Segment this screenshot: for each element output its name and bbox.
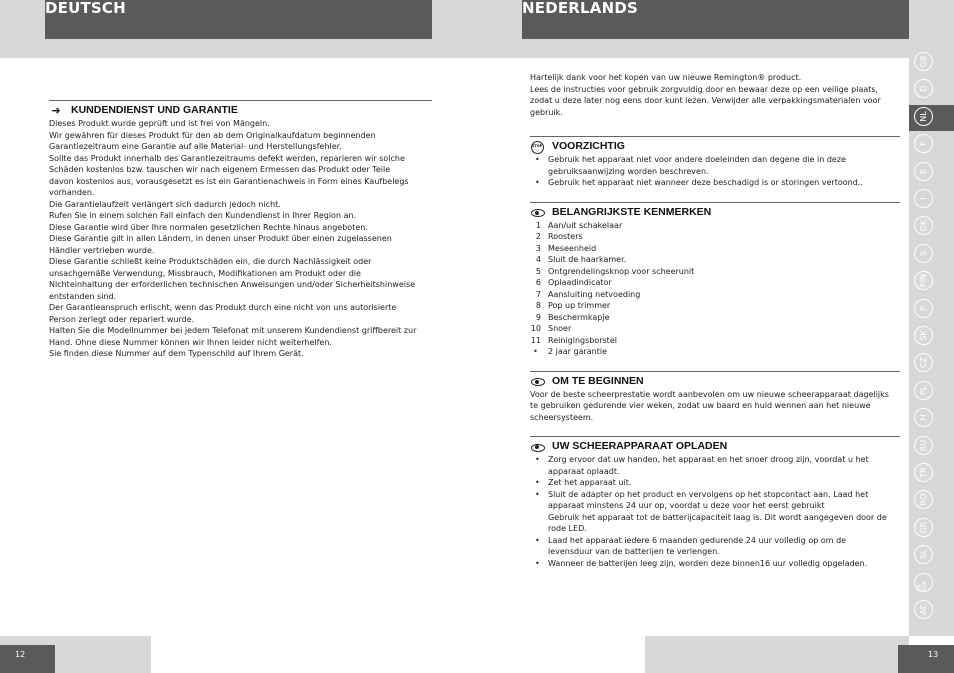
eye-icon xyxy=(531,443,544,452)
footer-left-tab xyxy=(0,645,55,673)
text-line: Diese Garantie schließt keine Produktschäden ein, die durch Nachlässigkeit oder xyxy=(49,257,372,266)
section-title-getting-started: OM TE BEGINNEN xyxy=(552,374,644,387)
language-tab-sl[interactable]: SL xyxy=(914,545,933,564)
text-line: unsachgemäße Verwendung, Missbrauch, Modifikationen am Produkt oder die xyxy=(49,268,361,278)
getting-started-section xyxy=(530,371,900,424)
feature-item xyxy=(530,300,900,312)
language-tab-sk[interactable]: SK xyxy=(914,326,933,345)
text-line: Schäden kostenlos bzw. tauschen wir nach eigenem Ermessen das Produkt oder Teile xyxy=(49,165,391,174)
language-tab-f[interactable]: F xyxy=(914,134,933,153)
feature-number: 4 xyxy=(535,255,541,264)
language-tab-d[interactable]: D xyxy=(914,79,933,98)
section-title-caution: VOORZICHTIG xyxy=(552,140,625,153)
list-item: • Zorg ervoor dat uw handen, het apparaat en het snoer droog zijn, voordat u het apparaat oplaadt. xyxy=(530,454,900,477)
text-line: Die Garantielaufzeit verlängert sich dadurch jedoch nicht. xyxy=(49,199,281,209)
section-title-warranty: KUNDENDIENST UND GARANTIE xyxy=(71,104,238,117)
language-tab-ae[interactable]: AE xyxy=(914,600,933,619)
feature-label: Meseenheid xyxy=(548,243,597,253)
feature-label: Aan/uit schakelaar xyxy=(548,220,623,230)
text-line: gebruik. xyxy=(530,107,563,117)
language-tab-gb[interactable]: GB xyxy=(914,52,933,71)
text-line: Der Garantieanspruch erlischt, wenn das Produkt durch eine nicht von uns autorisierte xyxy=(49,303,397,312)
text-line: Diese Garantie wird über Ihre normalen gesetzlichen Rechte hinaus angeboten. xyxy=(49,222,368,232)
language-tab-dk[interactable]: DK xyxy=(914,216,933,235)
feature-label: Sluit de haarkamer. xyxy=(548,255,627,264)
list-item: • Sluit de adapter op het product en vervolgens op het stopcontact aan. Laad het apparaat minstens 24 uur op, voordat u deze voor het eerst gebruikt Gebruik het apparaat tot de batterijcapaciteit laag is. Dit wordt aangegeven door de rode LED. xyxy=(530,489,900,535)
list-item: • Gebruik het apparaat niet voor andere doeleinden dan degene die in deze gebruiksaanwijzing worden beschreven. xyxy=(530,154,900,177)
feature-label: Oplaadindicator xyxy=(548,278,612,287)
text-line: Wir gewähren für dieses Produkt für den ab dem Originalkaufdatum beginnenden xyxy=(49,130,376,140)
feature-number: 8 xyxy=(535,301,541,310)
features-section xyxy=(530,202,900,358)
text-line: Nichteinhaltung der erforderlichen technischen Anweisungen und/oder Sicherheitshinweise xyxy=(49,280,416,289)
stop-icon: STOP xyxy=(531,141,544,154)
list-item: • Laad het apparaat iedere 6 maanden gedurende 24 uur volledig op om de levensduur van de batterijen te verlengen. xyxy=(530,535,900,558)
section-head-warranty xyxy=(49,100,432,117)
feature-item xyxy=(530,220,900,232)
language-tab-tr[interactable]: TR xyxy=(914,463,933,482)
charging-section xyxy=(530,436,900,569)
caution-section xyxy=(530,136,900,189)
right-column xyxy=(530,72,900,582)
text-line: Händler vertrieben wurde. xyxy=(49,245,155,255)
list-item: • Wanneer de batterijen leeg zijn, worden deze binnen16 uur volledig opgeladen. xyxy=(530,558,900,570)
text-line: Rufen Sie in einem solchen Fall einfach den Kundendienst in Ihrer Region an. xyxy=(49,211,357,220)
section-title-charging: UW SCHEERAPPARAAT OPLADEN xyxy=(552,440,728,453)
text-line: davon kostenlos aus, vorausgesetzt es ist ein Garantienachweis in Form eines Kaufbelegs xyxy=(49,176,409,186)
feature-label: Pop up trimmer xyxy=(548,301,611,310)
text-line: Diese Garantie gilt in allen Ländern, in denen unser Produkt über einen zugelassenen xyxy=(49,234,392,243)
feature-item xyxy=(530,289,900,301)
footer-right-band xyxy=(645,636,909,673)
text-line: Voor de beste scheerprestatie wordt aanbevolen om uw nieuwe scheerapparaat dagelijks xyxy=(530,389,889,399)
eye-icon xyxy=(531,377,544,386)
feature-label: 2 jaar garantie xyxy=(548,347,608,356)
warranty-text xyxy=(49,118,432,360)
language-tab-s[interactable]: S xyxy=(914,244,933,263)
section-head-charging xyxy=(530,436,900,453)
feature-number: 6 xyxy=(535,278,541,287)
text-line: Lees de instructies voor gebruik zorgvuldig door en bewaar deze op een veilige plaats, xyxy=(530,84,879,94)
feature-item xyxy=(530,323,900,335)
feature-number: 5 xyxy=(535,266,541,276)
language-tab-gr[interactable]: GR xyxy=(914,518,933,537)
feature-number: 7 xyxy=(535,289,541,299)
text-line: Garantiezeitraum eine Garantie auf alle Material- und Herstellungsfehler. xyxy=(49,142,342,151)
text-line: scheersysteem. xyxy=(530,412,594,422)
text-line: te gebruiken gedurende vier weken, zodat uw baard en huid wennen aan het nieuwe xyxy=(530,401,871,410)
left-column xyxy=(49,100,432,360)
section-head-getting-started xyxy=(530,371,900,388)
feature-label: Reinigingsborstel xyxy=(548,335,617,345)
feature-item xyxy=(530,231,900,243)
section-head-features xyxy=(530,202,900,219)
language-tab-e[interactable]: E xyxy=(914,162,933,181)
section-head-caution xyxy=(530,136,900,153)
text-line: Sie finden diese Nummer auf dem Typenschild auf Ihrem Gerät. xyxy=(49,349,304,358)
getting-started-text xyxy=(530,389,900,424)
list-item: • Gebruik het apparaat niet wanneer deze beschadigd is or storingen vertoond.. xyxy=(530,177,900,189)
text-line: Hand. Ohne diese Nummer können wir Ihnen leider nicht weiterhelfen. xyxy=(49,337,332,347)
charging-list xyxy=(530,454,900,569)
right-page-header xyxy=(522,0,909,39)
right-page-title: NEDERLANDS xyxy=(522,0,639,17)
feature-item xyxy=(530,254,900,266)
language-tab-fin[interactable]: FIN xyxy=(914,271,933,290)
language-tab-p[interactable]: P xyxy=(914,299,933,318)
language-tab-i[interactable]: I xyxy=(914,189,933,208)
feature-item xyxy=(530,266,900,278)
feature-number: 2 xyxy=(535,232,541,241)
feature-label: Roosters xyxy=(548,232,583,241)
feature-number: 1 xyxy=(535,220,541,230)
features-list xyxy=(530,220,900,358)
feature-item xyxy=(530,243,900,255)
feature-item xyxy=(530,346,900,358)
intro-text xyxy=(530,72,900,118)
language-tab-hr-srb[interactable]: HR SRB xyxy=(914,573,933,592)
text-line: entstanden sind. xyxy=(49,291,117,301)
feature-item xyxy=(530,335,900,347)
language-tab-h[interactable]: H xyxy=(914,408,933,427)
language-tab-ru[interactable]: RU xyxy=(914,436,933,455)
section-title-features: BELANGRIJKSTE KENMERKEN xyxy=(552,205,712,218)
feature-number: 11 xyxy=(530,335,541,345)
text-line: Hartelijk dank voor het kopen van uw nieuwe Remington® product. xyxy=(530,73,802,82)
feature-label: Beschermkapje xyxy=(548,312,610,322)
page-number-left: 12 xyxy=(15,650,26,659)
feature-number: 3 xyxy=(535,243,541,253)
language-tab-nl[interactable]: NL xyxy=(914,107,933,126)
text-line: zodat u deze later nog eens door kunt lezen. Verwijder alle verpakkingsmaterialen voor xyxy=(530,96,881,105)
footer-right-tab xyxy=(898,645,954,673)
list-item: • Zet het apparaat uit. xyxy=(530,477,900,489)
text-line: vorhanden. xyxy=(49,188,95,197)
feature-item xyxy=(530,277,900,289)
left-page-title: DEUTSCH xyxy=(45,0,126,17)
feature-label: Ontgrendelingsknop voor scheerunit xyxy=(548,266,695,276)
text-line: Dieses Produkt wurde geprüft und ist frei von Mängeln. xyxy=(49,119,270,128)
feature-number: • xyxy=(533,347,538,356)
feature-number: 10 xyxy=(530,324,541,333)
text-line: Halten Sie die Modellnummer bei jedem Telefonat mit unserem Kundendienst griffbereit zur xyxy=(49,326,417,335)
feature-label: Snoer xyxy=(548,324,572,333)
text-line: Sollte das Produkt innerhalb des Garantiezeitraums defekt werden, reparieren wir solche xyxy=(49,153,405,163)
language-tab-cz[interactable]: CZ xyxy=(914,353,933,372)
feature-label: Aansluiting netvoeding xyxy=(548,289,641,299)
page-number-right: 13 xyxy=(928,650,939,659)
feature-item xyxy=(530,312,900,324)
language-sidebar xyxy=(909,0,954,636)
language-tab-ro[interactable]: RO xyxy=(914,490,933,509)
arrow-right-icon: ➜ xyxy=(51,104,61,118)
left-page-header xyxy=(45,0,432,39)
language-tab-pl[interactable]: PL xyxy=(914,381,933,400)
caution-list xyxy=(530,154,900,189)
text-line: Person zerlegt oder repariert wurde. xyxy=(49,314,195,324)
feature-number: 9 xyxy=(535,312,541,322)
eye-icon xyxy=(531,208,544,217)
